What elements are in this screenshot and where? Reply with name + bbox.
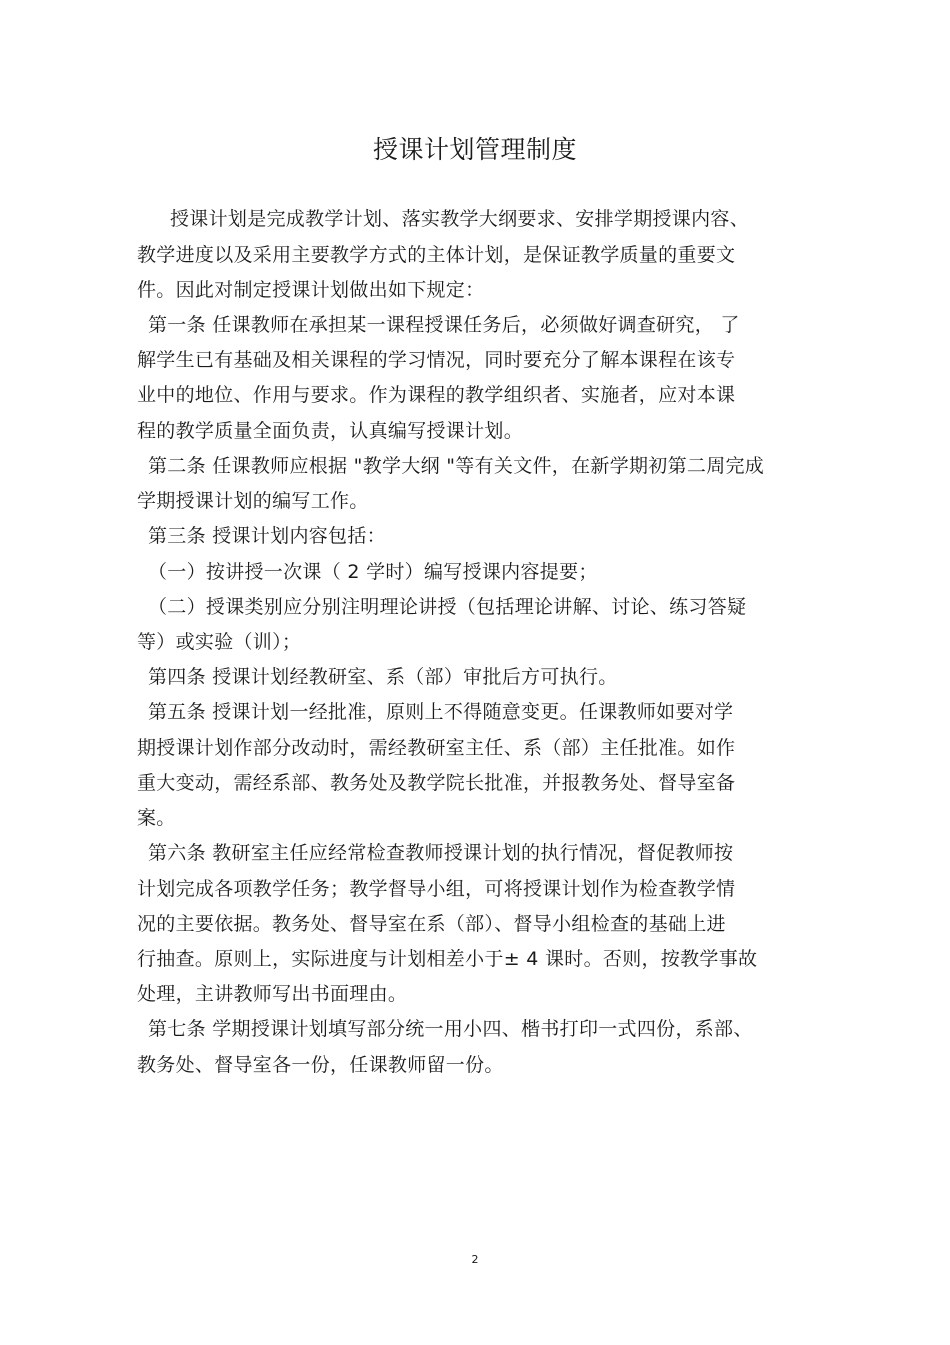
paragraph-line: 重大变动，需经系部、教务处及教学院长批准，并报教务处、督导室备 [137,772,736,794]
paragraph-line: 第六条 教研室主任应经常检查教师授课计划的执行情况，督促教师按 [148,842,734,864]
paragraph-line: 案。 [137,807,176,829]
paragraph-line: 第七条 学期授课计划填写部分统一用小四、楷书打印一式四份，系部、 [148,1018,753,1040]
paragraph-line: 业中的地位、作用与要求。作为课程的教学组织者、实施者，应对本课 [137,384,736,406]
paragraph-line: 教学进度以及采用主要教学方式的主体计划，是保证教学质量的重要文 [137,244,736,266]
paragraph-line: 第三条 授课计划内容包括： [148,525,386,547]
document-title: 授课计划管理制度 [372,135,577,164]
paragraph-line: 解学生已有基础及相关课程的学习情况，同时要充分了解本课程在该专 [137,349,736,371]
paragraph-line: 授课计划是完成教学计划、落实教学大纲要求、安排学期授课内容、 [170,208,750,230]
paragraph-line: 况的主要依据。教务处、督导室在系（部）、督导小组检查的基础上进 [137,913,726,935]
paragraph-line: 件。因此对制定授课计划做出如下规定： [137,279,485,301]
paragraph-line: （一）按讲授一次课（ 2 学时）编写授课内容提要； [148,561,598,583]
paragraph-line: 第二条 任课教师应根据 "教学大纲 "等有关文件，在新学期初第二周完成 [148,455,765,477]
paragraph-line: 期授课计划作部分改动时，需经教研室主任、系（部）主任批准。如作 [137,737,736,759]
paragraph-line: 等）或实验（训）； [137,631,302,653]
paragraph-line: 计划完成各项教学任务；教学督导小组，可将授课计划作为检查教学情 [137,878,736,900]
paragraph-line: 行抽查。原则上，实际进度与计划相差小于± 4 课时。否则，按教学事故 [137,948,758,970]
paragraph-line: 第四条 授课计划经教研室、系（部）审批后方可执行。 [148,666,618,688]
paragraph-line: 程的教学质量全面负责，认真编写授课计划。 [137,420,524,442]
paragraph-line: 第一条 任课教师在承担某一课程授课任务后，必须做好调查研究， 了 [148,314,740,336]
paragraph-line: 教务处、督导室各一份，任课教师留一份。 [137,1054,504,1076]
paragraph-line: 处理，主讲教师写出书面理由。 [137,983,408,1005]
paragraph-line: （二）授课类别应分别注明理论讲授（包括理论讲解、讨论、练习答疑 [148,596,747,618]
page-number: 2 [471,1253,479,1266]
paragraph-line: 第五条 授课计划一经批准，原则上不得随意变更。任课教师如要对学 [148,701,734,723]
paragraph-line: 学期授课计划的编写工作。 [137,490,369,512]
